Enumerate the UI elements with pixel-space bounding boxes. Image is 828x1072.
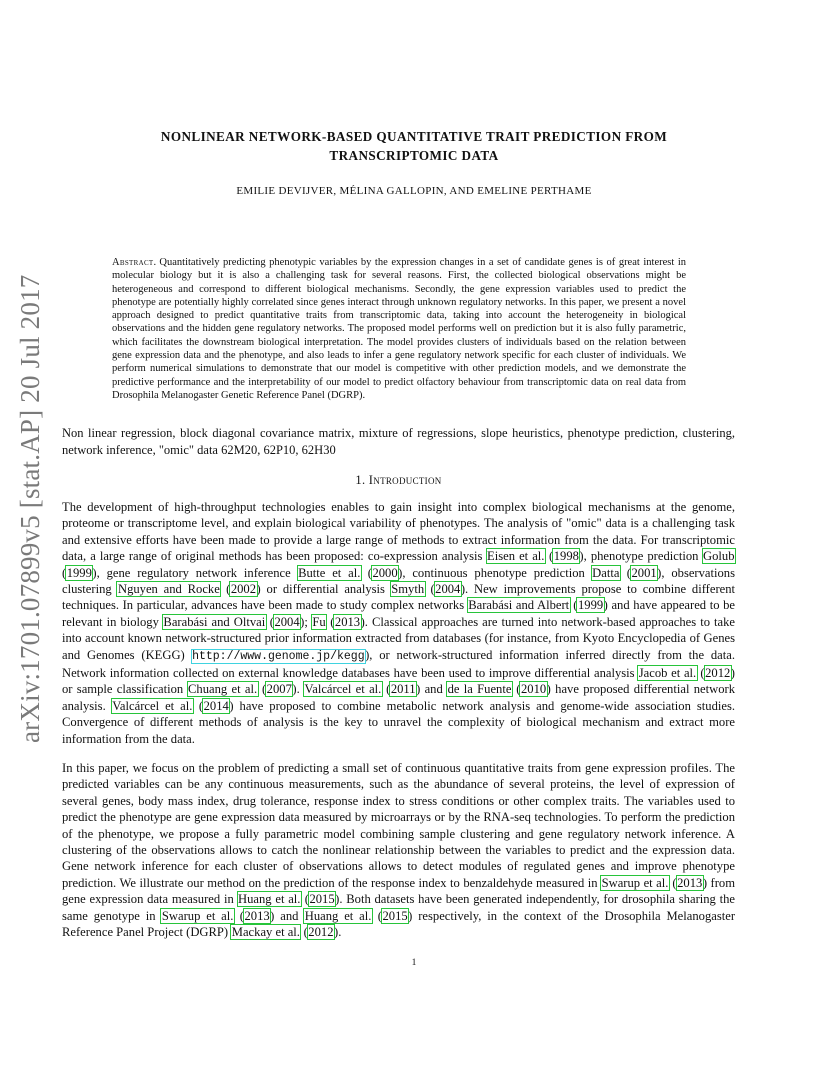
citation-year-link[interactable]: 2001: [631, 565, 657, 580]
paragraph-text: . New improvements propose to combine different techniques. In particular, advances have been made to study complex networks: [62, 582, 736, 613]
intro-paragraph-2: In this paper, we focus on the problem of predicting a small set of continuous quantitative traits from gene expression profiles. The predicted variables can be any continuous measurements, such as the abundance of several proteins, the level of expression of several genes, body mass index, drug tolerance, response index to stress conditions or other complex traits. The variables used to predict the phenotype are gene expression data measured by microarrays or by the RNA-seq technologies. To perform the prediction of the phenotype, we propose a fully parametric model combining sample clustering and gene regulatory network inference. A clustering of the observations allows to catch the nonlinear relationship between the variables to predict and the expression data. Gene network inference for each cluster of observations allows to detect modules of regulated genes and improve phenotype prediction. We illustrate our method on the prediction of the response index to benzaldehyde measured in Swarup et al. (2013) from gene expression data measured in Huang et al. (2015). Both datasets have been generated independently, for drosophila sharing the same genotype in Swarup et al. (2013) and Huang et al. (2015) respectively, in the context of the Drosophila Melanogaster Reference Panel Project (DGRP) Mackay et al. (2012).: [62, 761, 736, 940]
intro-paragraph-1: The development of high-throughput technologies enables to gain insight into complex biological mechanisms at the genome, proteome or transcriptome level, and explain biological variability of phenotypes. The analysis of "omic" data is a challenging task and extensive efforts have been made to provide a large range of methods to extract information from the data. For transcriptomic data, a large range of original methods has been proposed: co-expression analysis Eisen et al. (1998), phenotype prediction Golub (1999), gene regulatory network inference Butte et al. (2000), continuous phenotype prediction Datta (2001), observations clustering Nguyen and Rocke (2002) or differential analysis Smyth (2004). New improvements propose to combine different techniques. In particular, advances have been made to study complex networks Barabási and Albert (1999) and have appeared to be relevant in biology Barabási and Oltvai (2004); Fu (2013). Classical approaches are turned into network-based approaches to take into account known network-structured prior information extracted from databases (for instance, from Kyoto Encyclopedia of Genes and Genomes (KEGG) http://www.genome.jp/kegg), or network-structured information inferred directly from the data. Network information collected on external knowledge databases have been used to improve differential analysis Jacob et al. (2012) or sample classification Chuang et al. (2007). Valcárcel et al. (2011) and de la Fuente (2010) have proposed differential network analysis. Valcárcel et al. (2014) have proposed to combine metabolic network analysis and genome-wide association studies. Convergence of different methods of analysis is the key to unravel the complexity of biological mechanism and extract more information from the data.: [62, 500, 736, 746]
citation-year-link[interactable]: 2012: [308, 925, 334, 940]
paragraph-text: . Classical approaches are turned into network-based approaches to take into account known network-structured prior information extracted from databases (for instance, from Kyoto Encyclopedia of Genes and Genomes (KEGG): [62, 614, 736, 662]
citation-year-link[interactable]: 2007: [266, 682, 292, 697]
paragraph-text: .: [296, 682, 305, 697]
paragraph-text: .: [338, 925, 342, 940]
arxiv-identifier: arXiv:1701.07899v5 [stat.AP] 20 Jul 2017: [15, 274, 45, 743]
paragraph-text: or differential analysis: [260, 582, 391, 597]
title-line-1: NONLINEAR NETWORK-BASED QUANTITATIVE TRAIT PREDICTION FROM: [160, 129, 668, 144]
citation-link[interactable]: Nguyen and Rocke: [117, 582, 220, 597]
citation-link[interactable]: Swarup et al.: [601, 875, 669, 890]
paragraph-text: have proposed differential network analysis.: [62, 682, 736, 713]
citation-year-link[interactable]: 2014: [203, 698, 229, 713]
citation-link[interactable]: de la Fuente: [447, 682, 512, 697]
paragraph-text: respectively, in the context of the Drosophila Melanogaster Reference Panel Project (DGRP): [62, 908, 736, 940]
title-line-2: TRANSCRIPTOMIC DATA: [329, 148, 499, 163]
abstract-text: Quantitatively predicting phenotypic variables by the expression changes in a set of candidate genes is of great interest in molecular biology but it is also a challenging task for several reasons. First, the collected biological observations might be heterogeneous and correspond to different biological mechanisms. Secondly, the gene expression variables used to predict the phenotype are potentially highly correlated since genes interact through unknown regulatory networks. In this paper, we present a novel approach designed to predict quantitative traits from transcriptomic data, taking into account the heterogeneity in biological observations and the hidden gene regulatory networks. The proposed model performs well on prediction but it is also fully parametric, which facilitates the downstream biological interpretation. The model provides clusters of individuals based on the relation between gene expression data and the phenotype, and also leads to infer a gene regulatory network specific for each cluster of individuals. We perform numerical simulations to demonstrate that our model is competitive with other prediction models, and we demonstrate the predictive performance and the interpretability of our model to predict olfactory behaviour from transcriptomic data on real data from Drosophila Melanogaster Genetic Reference Panel (DGRP).: [112, 257, 686, 401]
paragraph-text: and: [420, 682, 448, 697]
page-number: 1: [411, 958, 417, 968]
abstract: [112, 256, 686, 402]
citation-link[interactable]: Smyth: [391, 582, 425, 597]
citation-link[interactable]: Butte et al.: [298, 565, 361, 580]
section-heading: 1. Introduction: [355, 473, 442, 487]
paragraph-text: have proposed to combine metabolic network analysis and genome-wide association studies. Convergence of different methods of analysis is the key to unravel the complexity of biological mechanism and extract more information from the data.: [62, 698, 736, 746]
citation-year-link[interactable]: 2012: [705, 666, 731, 681]
paragraph-text: , observations clustering: [62, 565, 736, 597]
paragraph-text: and have appeared to be relevant in biology: [62, 598, 735, 629]
citation-link[interactable]: Datta: [592, 565, 620, 580]
citation-link[interactable]: Golub: [703, 549, 735, 564]
paper-title: [90, 127, 738, 165]
citation-year-link[interactable]: 2011: [390, 682, 416, 697]
citation-year-link[interactable]: 2015: [309, 892, 335, 907]
paragraph-text: and: [274, 908, 305, 923]
citation-year-link[interactable]: 2013: [677, 875, 703, 890]
citation-year-link[interactable]: 2010: [520, 682, 547, 697]
citation-link[interactable]: Valcárcel et al.: [112, 698, 193, 713]
citation-link[interactable]: Valcárcel et al.: [304, 682, 382, 697]
paragraph-text: , gene regulatory network inference: [96, 565, 298, 580]
citation-link[interactable]: Swarup et al.: [161, 908, 234, 923]
citation-year-link[interactable]: 1999: [66, 565, 92, 580]
citation-year-link[interactable]: 2013: [334, 614, 361, 629]
paragraph-text: , continuous phenotype prediction: [402, 565, 592, 580]
citation-year-link[interactable]: 2004: [274, 614, 300, 629]
citation-link[interactable]: Huang et al.: [304, 908, 372, 923]
author-list: EMILIE DEVIJVER, MÉLINA GALLOPIN, AND EMELINE PERTHAME: [236, 185, 592, 197]
paragraph-text: . Both datasets have been generated independently, for drosophila sharing the same genotype in: [62, 892, 736, 923]
citation-link[interactable]: Huang et al.: [238, 892, 301, 907]
paragraph-text: ), or network-structured information inferred directly from the data. Network information collected on external knowledge databases have been used to improve differential analysis: [62, 647, 736, 681]
kegg-url-link[interactable]: http://www.genome.jp/kegg: [192, 649, 365, 663]
paragraph-text: In this paper, we focus on the problem of predicting a small set of continuous quantitative traits from gene expression profiles. The predicted variables can be any continuous measurements, such as the abundance of several proteins, the level of expression of several genes, body mass index, drug tolerance, response index to stress conditions or other complex traits. The variables used to predict the phenotype are gene expression data measured by microarrays or by the RNA-seq technologies. To perform the prediction of the phenotype, we propose a fully parametric model combining sample clustering and gene regulatory network inference. A clustering of the observations allows to catch the nonlinear relationship between the variables to predict and the expression data. Gene network inference for each cluster of observations allows to detect modules of regulated genes and improve phenotype prediction. We illustrate our method on the prediction of the response index to benzaldehyde measured in: [62, 761, 735, 890]
citation-year-link[interactable]: 2013: [244, 908, 270, 923]
citation-year-link[interactable]: 2004: [435, 582, 461, 597]
citation-year-link[interactable]: 1999: [577, 598, 604, 613]
paragraph-text: The development of high-throughput technologies enables to gain insight into complex biological mechanisms at the genome, proteome or transcriptome level, and explain biological variability of phenotypes. The analysis of "omic" data is a challenging task and extensive efforts have been made to provide a large range of methods to extract information from the data. For transcriptomic data, a large range of original methods has been proposed: co-expression analysis: [62, 500, 735, 564]
paragraph-text: or sample classification: [62, 682, 188, 697]
citation-year-link[interactable]: 2000: [372, 565, 398, 580]
citation-link[interactable]: Barabási and Albert: [468, 598, 570, 613]
citation-link[interactable]: Chuang et al.: [188, 682, 258, 697]
citation-link[interactable]: Jacob et al.: [638, 666, 697, 681]
citation-link[interactable]: Fu: [312, 614, 326, 629]
citation-link[interactable]: Mackay et al.: [231, 925, 300, 940]
citation-link[interactable]: Barabási and Oltvai: [163, 614, 266, 629]
paragraph-text: , phenotype prediction: [583, 549, 703, 564]
citation-year-link[interactable]: 2015: [382, 908, 408, 923]
paragraph-text: ;: [304, 614, 312, 629]
paragraph-text: from gene expression data measured in: [62, 875, 735, 907]
keywords: Non linear regression, block diagonal covariance matrix, mixture of regressions, slope heuristics, phenotype prediction, clustering, network inference, "omic" data 62M20, 62P10, 62H30: [62, 426, 735, 457]
citation-link[interactable]: Eisen et al.: [487, 549, 545, 564]
citation-year-link[interactable]: 2002: [230, 582, 257, 597]
citation-year-link[interactable]: 1998: [553, 549, 579, 564]
abstract-label: Abstract.: [112, 257, 157, 268]
